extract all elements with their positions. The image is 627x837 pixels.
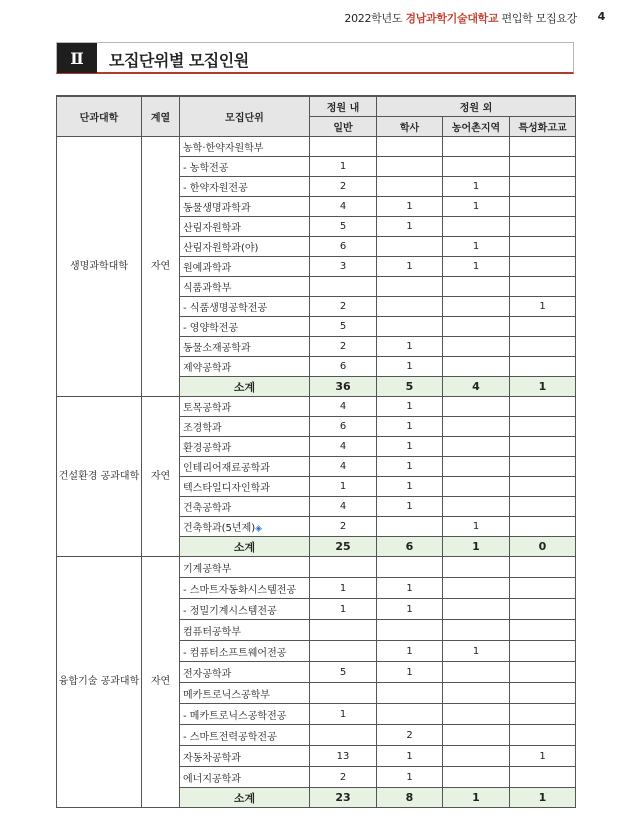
subtotal-general: 36 <box>310 377 377 397</box>
rural-count <box>443 297 510 317</box>
special-count <box>510 437 576 457</box>
subtotal-rural: 4 <box>443 377 510 397</box>
bachelor-count <box>377 237 443 257</box>
special-count <box>510 557 576 578</box>
rural-count <box>443 457 510 477</box>
general-count: 1 <box>310 477 377 497</box>
unit-name: 환경공학과 <box>183 443 232 454</box>
unit-name: 농학·한약자원학부 <box>183 143 264 154</box>
bachelor-count <box>377 683 443 704</box>
header-university: 경남과학기술대학교 <box>405 12 499 25</box>
rural-count: 1 <box>443 517 510 537</box>
special-count <box>510 357 576 377</box>
unit-cell <box>180 237 310 257</box>
general-count: 5 <box>310 317 377 337</box>
bachelor-count <box>377 277 443 297</box>
rural-count: 1 <box>443 641 510 662</box>
subtotal-special: 1 <box>510 377 576 397</box>
unit-cell <box>180 357 310 377</box>
diamond-icon: ◈ <box>255 524 263 534</box>
general-count: 5 <box>310 662 377 683</box>
rural-count <box>443 357 510 377</box>
unit-name: - 메카트로닉스공학전공 <box>183 710 287 722</box>
unit-cell <box>180 277 310 297</box>
rural-count: 1 <box>443 257 510 277</box>
header-out-quota: 정원 외 <box>377 96 576 117</box>
bachelor-count <box>377 137 443 157</box>
unit-name: - 스마트자동화시스템전공 <box>183 584 297 596</box>
general-count: 6 <box>310 417 377 437</box>
header-special: 특성화고교 <box>510 117 576 137</box>
bachelor-count: 1 <box>377 767 443 788</box>
subtotal-rural: 1 <box>443 788 510 808</box>
unit-name: 제약공학과 <box>183 363 232 374</box>
unit-name: - 컴퓨터소프트웨어전공 <box>183 647 287 659</box>
special-count <box>510 641 576 662</box>
special-count <box>510 157 576 177</box>
rural-count: 1 <box>443 177 510 197</box>
rural-count <box>443 137 510 157</box>
bachelor-count: 1 <box>377 397 443 417</box>
unit-cell <box>180 599 310 620</box>
subtotal-special: 1 <box>510 788 576 808</box>
bachelor-count: 1 <box>377 599 443 620</box>
unit-name: - 한약자원전공 <box>183 183 248 194</box>
general-count: 4 <box>310 497 377 517</box>
header-unit: 모집단위 <box>180 96 310 137</box>
subtotal-label: 소계 <box>180 537 310 557</box>
unit-name: - 스마트전력공학전공 <box>183 731 277 743</box>
unit-cell <box>180 578 310 599</box>
subtotal-bachelor: 6 <box>377 537 443 557</box>
general-count: 6 <box>310 357 377 377</box>
special-count <box>510 237 576 257</box>
general-count <box>310 137 377 157</box>
rural-count <box>443 417 510 437</box>
bachelor-count <box>377 704 443 725</box>
unit-cell <box>180 297 310 317</box>
bachelor-count: 1 <box>377 641 443 662</box>
special-count <box>510 725 576 746</box>
rural-count <box>443 317 510 337</box>
general-count: 1 <box>310 157 377 177</box>
general-count: 4 <box>310 197 377 217</box>
unit-cell <box>180 704 310 725</box>
general-count: 2 <box>310 517 377 537</box>
unit-name: - 정밀기계시스템전공 <box>183 605 277 617</box>
special-count <box>510 599 576 620</box>
bachelor-count: 1 <box>377 217 443 237</box>
special-count <box>510 177 576 197</box>
general-count <box>310 683 377 704</box>
rural-count <box>443 217 510 237</box>
bachelor-count: 1 <box>377 662 443 683</box>
special-count <box>510 257 576 277</box>
unit-name: - 식품생명공학전공 <box>183 303 268 314</box>
unit-name: 건축학과(5년제) <box>183 523 256 534</box>
subtotal-general: 25 <box>310 537 377 557</box>
bachelor-count: 1 <box>377 337 443 357</box>
header-field: 계열 <box>142 96 180 137</box>
general-count: 6 <box>310 237 377 257</box>
bachelor-count: 1 <box>377 437 443 457</box>
general-count: 2 <box>310 337 377 357</box>
rural-count <box>443 557 510 578</box>
header-general: 일반 <box>310 117 377 137</box>
general-count: 3 <box>310 257 377 277</box>
bachelor-count: 1 <box>377 746 443 767</box>
bachelor-count: 2 <box>377 725 443 746</box>
unit-cell <box>180 662 310 683</box>
unit-cell <box>180 477 310 497</box>
rural-count <box>443 497 510 517</box>
bachelor-count <box>377 177 443 197</box>
unit-name: 동물소재공학과 <box>183 343 251 354</box>
special-count <box>510 517 576 537</box>
special-count <box>510 457 576 477</box>
unit-name: 산림자원학과 <box>183 223 241 234</box>
general-count <box>310 641 377 662</box>
general-count: 1 <box>310 578 377 599</box>
unit-name: 에너지공학과 <box>183 773 241 785</box>
bachelor-count: 1 <box>377 497 443 517</box>
unit-cell <box>180 746 310 767</box>
unit-name: 메카트로닉스공학부 <box>183 689 270 701</box>
special-count <box>510 662 576 683</box>
table-body <box>57 137 576 808</box>
bachelor-count: 1 <box>377 197 443 217</box>
rural-count <box>443 277 510 297</box>
section-title: 모집단위별 모집인원 <box>109 51 249 70</box>
unit-cell <box>180 257 310 277</box>
unit-cell <box>180 517 310 537</box>
subtotal-special: 0 <box>510 537 576 557</box>
rural-count <box>443 599 510 620</box>
unit-name: - 농학전공 <box>183 163 229 174</box>
rural-count <box>443 397 510 417</box>
special-count: 1 <box>510 746 576 767</box>
unit-cell <box>180 157 310 177</box>
unit-name: 식품과학부 <box>183 283 232 294</box>
general-count: 4 <box>310 457 377 477</box>
college-name: 융합기술 공과대학 <box>57 557 142 808</box>
unit-cell <box>180 767 310 788</box>
rural-count <box>443 704 510 725</box>
unit-name: 기계공학부 <box>183 563 232 575</box>
unit-cell <box>180 197 310 217</box>
rural-count: 1 <box>443 197 510 217</box>
unit-cell <box>180 557 310 578</box>
special-count <box>510 683 576 704</box>
unit-cell <box>180 457 310 477</box>
unit-name: - 영양학전공 <box>183 323 239 334</box>
unit-name: 동물생명과학과 <box>183 203 251 214</box>
special-count <box>510 497 576 517</box>
subtotal-bachelor: 5 <box>377 377 443 397</box>
general-count: 1 <box>310 704 377 725</box>
header-college: 단과대학 <box>57 96 142 137</box>
college-name: 생명과학대학 <box>57 137 142 397</box>
special-count <box>510 137 576 157</box>
general-count: 4 <box>310 437 377 457</box>
unit-name: 조경학과 <box>183 423 222 434</box>
general-count: 2 <box>310 767 377 788</box>
special-count <box>510 337 576 357</box>
special-count <box>510 417 576 437</box>
bachelor-count <box>377 297 443 317</box>
bachelor-count <box>377 317 443 337</box>
subtotal-label: 소계 <box>180 788 310 808</box>
special-count <box>510 277 576 297</box>
subtotal-general: 23 <box>310 788 377 808</box>
rural-count <box>443 683 510 704</box>
rural-count <box>443 437 510 457</box>
field-name: 자연 <box>142 397 180 557</box>
bachelor-count <box>377 557 443 578</box>
rural-count <box>443 767 510 788</box>
header-year: 2022학년도 <box>344 12 403 25</box>
bachelor-count: 1 <box>377 357 443 377</box>
subtotal-label: 소계 <box>180 377 310 397</box>
unit-name: 자동차공학과 <box>183 752 241 764</box>
rural-count <box>443 746 510 767</box>
unit-name: 텍스타일디자인학과 <box>183 483 270 494</box>
unit-name: 산림자원학과(야) <box>183 243 259 254</box>
college-name: 건설환경 공과대학 <box>57 397 142 557</box>
general-count <box>310 557 377 578</box>
general-count <box>310 725 377 746</box>
admission-quota-table <box>56 95 576 808</box>
table-row <box>57 557 576 578</box>
subtotal-rural: 1 <box>443 537 510 557</box>
header-doc-title: 편입학 모집요강 <box>501 12 577 25</box>
general-count <box>310 620 377 641</box>
unit-cell <box>180 317 310 337</box>
field-name: 자연 <box>142 137 180 397</box>
page-number: 4 <box>597 10 605 23</box>
unit-cell <box>180 177 310 197</box>
general-count: 2 <box>310 297 377 317</box>
page-header <box>344 10 605 26</box>
unit-cell <box>180 620 310 641</box>
rural-count <box>443 157 510 177</box>
special-count: 1 <box>510 297 576 317</box>
unit-cell <box>180 337 310 357</box>
unit-name: 인테리어재료공학과 <box>183 463 270 474</box>
unit-name: 건축공학과 <box>183 503 232 514</box>
general-count: 13 <box>310 746 377 767</box>
rural-count <box>443 578 510 599</box>
header-in-quota: 정원 내 <box>310 96 377 117</box>
rural-count <box>443 477 510 497</box>
special-count <box>510 767 576 788</box>
bachelor-count <box>377 157 443 177</box>
special-count <box>510 397 576 417</box>
section-heading <box>56 42 574 74</box>
bachelor-count: 1 <box>377 257 443 277</box>
unit-cell <box>180 641 310 662</box>
special-count <box>510 317 576 337</box>
general-count <box>310 277 377 297</box>
special-count <box>510 578 576 599</box>
bachelor-count: 1 <box>377 578 443 599</box>
rural-count <box>443 337 510 357</box>
unit-cell <box>180 437 310 457</box>
subtotal-bachelor: 8 <box>377 788 443 808</box>
general-count: 1 <box>310 599 377 620</box>
special-count <box>510 217 576 237</box>
rural-count <box>443 725 510 746</box>
special-count <box>510 620 576 641</box>
special-count <box>510 704 576 725</box>
special-count <box>510 197 576 217</box>
unit-cell <box>180 217 310 237</box>
bachelor-count: 1 <box>377 477 443 497</box>
section-number: Ⅱ <box>57 43 97 73</box>
unit-cell <box>180 137 310 157</box>
unit-name: 토목공학과 <box>183 403 232 414</box>
general-count: 4 <box>310 397 377 417</box>
field-name: 자연 <box>142 557 180 808</box>
unit-name: 전자공학과 <box>183 668 232 680</box>
bachelor-count: 1 <box>377 457 443 477</box>
table-row <box>57 397 576 417</box>
rural-count <box>443 620 510 641</box>
unit-cell <box>180 417 310 437</box>
unit-cell <box>180 725 310 746</box>
unit-name: 원예과학과 <box>183 263 232 274</box>
header-bachelor: 학사 <box>377 117 443 137</box>
unit-cell <box>180 397 310 417</box>
header-rural: 농어촌지역 <box>443 117 510 137</box>
general-count: 2 <box>310 177 377 197</box>
general-count: 5 <box>310 217 377 237</box>
rural-count: 1 <box>443 237 510 257</box>
rural-count <box>443 662 510 683</box>
unit-name: 컴퓨터공학부 <box>183 626 241 638</box>
bachelor-count <box>377 620 443 641</box>
bachelor-count: 1 <box>377 417 443 437</box>
bachelor-count <box>377 517 443 537</box>
special-count <box>510 477 576 497</box>
unit-cell <box>180 497 310 517</box>
unit-cell <box>180 683 310 704</box>
table-row <box>57 137 576 157</box>
